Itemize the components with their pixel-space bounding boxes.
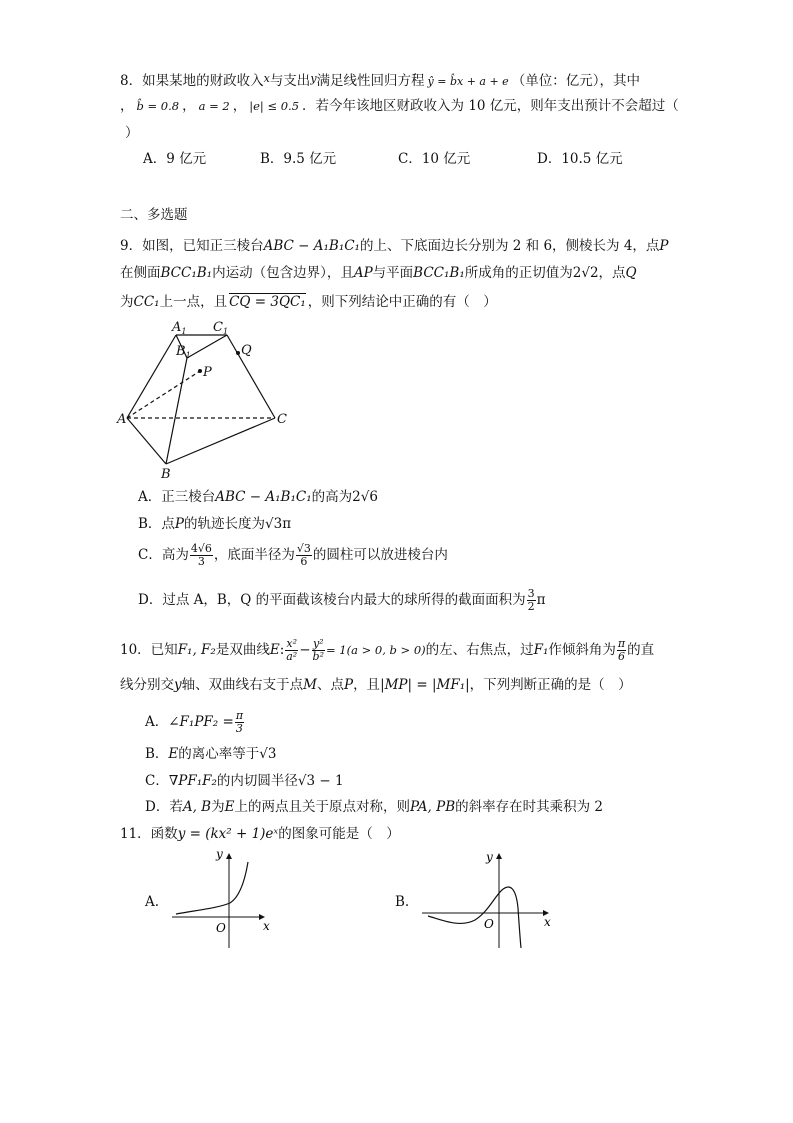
- segment-ap: AP: [353, 265, 373, 281]
- option-text: D．过点 A，B，Q 的平面截该棱台内最大的球所得的截面面积为: [138, 592, 526, 608]
- q8-option-b: B．9.5 亿元: [260, 151, 337, 167]
- point-p: P: [343, 677, 354, 693]
- x-fraction: [285, 638, 298, 663]
- q8-option-c: C．10 亿元: [398, 151, 471, 167]
- denominator: 3: [235, 722, 243, 735]
- denominator: 6: [300, 555, 308, 568]
- track-length-value: √3π: [265, 516, 292, 532]
- option-text: 的高为: [311, 489, 353, 505]
- q10-text: :: [279, 642, 285, 658]
- tan-value: 2√2: [572, 265, 599, 281]
- abs-equation: |MP| = |MF₁|: [380, 677, 470, 693]
- edge-bb1: [166, 358, 187, 464]
- q9-option-c: [138, 543, 448, 568]
- frustum-name: ABC − A₁B₁C₁: [215, 489, 312, 505]
- q8-line2: [120, 97, 679, 115]
- curve-b: [428, 887, 521, 948]
- q10-option-c: [145, 772, 344, 790]
- label-p: P: [203, 365, 212, 380]
- inradius-value: √3 − 1: [297, 773, 344, 789]
- q10-text: 作倾斜角为: [548, 642, 616, 658]
- option-text: 为: [211, 799, 225, 815]
- eccentricity-value: √3: [259, 746, 277, 762]
- point-p-dot: [198, 369, 202, 373]
- points-ab: A, B: [182, 799, 212, 815]
- hyperbola-e: E: [224, 799, 235, 815]
- segment-ap-hidden: [127, 371, 200, 418]
- height-fraction: [190, 543, 213, 568]
- numerator: x²: [286, 637, 298, 650]
- q10-text: 线分别交: [120, 677, 174, 693]
- option-text: B．: [145, 746, 169, 762]
- lines-pa-pb: PA, PB: [409, 799, 456, 815]
- q8-line1: [120, 70, 640, 91]
- edge-cc1: CC₁: [133, 294, 160, 310]
- numerator: √3: [296, 542, 311, 555]
- q9-line2: [120, 264, 637, 282]
- height-value: 2√6: [352, 489, 378, 505]
- point-p: P: [659, 238, 669, 254]
- q8-option-a: A．9 亿元: [143, 151, 207, 167]
- var-x: x: [263, 72, 270, 85]
- denominator: 3: [197, 555, 205, 568]
- q8-text: ．若今年该地区财政收入为 10 亿元，则年支出预计不会超过（: [302, 98, 679, 114]
- foci: F₁, F₂: [177, 642, 216, 658]
- radius-fraction: [296, 543, 312, 568]
- q10-text: 、点: [316, 677, 344, 693]
- angle-expr: ∠F₁PF₂ =: [168, 714, 234, 730]
- frustum-name: ABC − A₁B₁C₁: [263, 238, 360, 254]
- vector-equation: CQ = 3QC₁: [229, 294, 306, 310]
- hyperbola-condition: = 1(a > 0, b > 0): [325, 643, 426, 657]
- label-c: C: [277, 412, 287, 427]
- q8-text: 8．如果某地的财政收入: [120, 73, 264, 89]
- option-text: C．: [145, 773, 169, 789]
- option-text: A．正三棱台: [138, 489, 216, 505]
- option-text: 上的两点且关于原点对称，则: [234, 799, 410, 815]
- label-a: A: [117, 412, 127, 427]
- q9-text: 9．如图，已知正三棱台: [120, 238, 264, 254]
- y-axis-label: y: [486, 850, 493, 864]
- regression-equation: ŷ = b̂x + a + e: [427, 75, 509, 88]
- q9-line3: [120, 293, 497, 311]
- hyperbola-e: E: [269, 642, 280, 658]
- q10-text: 10．已知: [120, 642, 178, 658]
- denominator: a²: [286, 650, 298, 663]
- hyperbola-e: E: [168, 746, 179, 762]
- q8-option-d: D．10.5 亿元: [537, 151, 623, 167]
- label-c1: $C_1$: [213, 320, 229, 336]
- q8-text: （单位：亿元），其中: [511, 73, 640, 89]
- q9-text: 与平面: [372, 265, 414, 281]
- face-name: BCC₁B₁: [413, 265, 465, 281]
- numerator: y²: [312, 637, 324, 650]
- q9-text: 为: [120, 294, 134, 310]
- graph-b-label: B.: [395, 894, 410, 910]
- q10-line2: [120, 676, 632, 694]
- q9-text: ，点: [598, 265, 626, 281]
- q9-line1: [120, 237, 669, 255]
- option-text: C．高为: [138, 547, 189, 563]
- edge-bc: [166, 418, 275, 464]
- q8-text: ，: [182, 98, 196, 114]
- q8-line3: ）: [125, 125, 139, 141]
- y-fraction: [312, 638, 325, 663]
- edge-b1c1: [187, 335, 227, 358]
- label-q: Q: [241, 343, 252, 358]
- x-axis-label: x: [263, 919, 270, 933]
- edge-aa1: [127, 335, 176, 418]
- q9-option-a: [138, 488, 378, 506]
- angle-fraction: [617, 638, 626, 663]
- graph-a-label: A.: [145, 894, 160, 910]
- q9-text: 内运动（包含边界），且: [212, 265, 354, 281]
- q9-text: 上一点，且: [159, 294, 228, 310]
- q10-line1: [120, 638, 654, 663]
- point-p: P: [174, 516, 185, 532]
- graph-a: [168, 848, 278, 953]
- q9-text: 在侧面: [120, 265, 161, 281]
- option-text: ，底面半径为: [213, 547, 295, 563]
- q10-text: 是双曲线: [215, 642, 270, 658]
- option-text: B．点: [138, 516, 175, 532]
- var-y: y: [310, 72, 317, 85]
- x-axis-label: x: [544, 915, 551, 929]
- b-hat-value: b̂ = 0.8: [136, 99, 180, 113]
- option-text: 的圆柱可以放进棱台内: [312, 547, 448, 563]
- label-b: B: [161, 467, 171, 482]
- q8-text: ，: [120, 98, 134, 114]
- q9-option-b: [138, 515, 291, 533]
- q10-option-d: [145, 798, 603, 816]
- option-text: D．若: [145, 799, 183, 815]
- q10-option-b: [145, 745, 276, 763]
- y-axis-label: y: [216, 847, 223, 861]
- option-text: 的斜率存在时其乘积为 2: [455, 799, 604, 815]
- numerator: π: [617, 637, 626, 650]
- q10-text: ，且: [353, 677, 381, 693]
- q9-text: 所成角的正切值为: [464, 265, 573, 281]
- q10-text: ，下列判断正确的是（ ）: [469, 677, 632, 693]
- q11-text: 的图象可能是（ ）: [278, 826, 400, 842]
- graph-b: [420, 848, 560, 953]
- angle-fraction: [235, 710, 244, 735]
- point-m: M: [303, 677, 317, 693]
- origin-label: O: [484, 917, 494, 931]
- a-value: a = 2: [198, 99, 230, 113]
- triangle-expr: ∇PF₁F₂: [168, 773, 217, 789]
- origin-label: O: [216, 921, 226, 935]
- q9-option-d: [138, 588, 546, 613]
- point-q: Q: [625, 265, 637, 281]
- e-condition: |e| ≤ 0.5: [249, 99, 300, 113]
- q11-text: 11．函数: [120, 826, 178, 842]
- face-name: BCC₁B₁: [160, 265, 213, 281]
- label-b1: $B_1$: [176, 344, 191, 360]
- section-title: 二、多选题: [120, 207, 188, 223]
- frustum-figure: [115, 318, 315, 482]
- point-q-dot: [236, 351, 240, 355]
- q8-text: ，: [232, 98, 247, 114]
- option-text: 的内切圆半径: [216, 773, 298, 789]
- q8-text: 满足线性回归方程: [316, 73, 425, 89]
- q10-text: 的直: [627, 642, 655, 658]
- q10-text: 的左、右焦点，过: [425, 642, 534, 658]
- q10-option-a: [145, 710, 245, 735]
- denominator: 6: [618, 650, 626, 663]
- denominator: 2: [527, 600, 535, 613]
- area-fraction: [527, 588, 536, 613]
- label-a1: $A_1$: [172, 320, 187, 336]
- curve-a: [176, 862, 248, 914]
- y-axis-var: y: [174, 677, 182, 693]
- q8-text: 与支出: [269, 73, 311, 89]
- q9-text: 的上、下底面边长分别为 2 和 6，侧棱长为 4，点: [359, 238, 660, 254]
- numerator: 3: [527, 587, 535, 600]
- q10-text: −: [299, 642, 311, 658]
- focus-f1: F₁: [533, 642, 549, 658]
- numerator: 4√6: [190, 542, 212, 555]
- pi-symbol: π: [536, 592, 546, 608]
- option-text: 的离心率等于: [178, 746, 260, 762]
- numerator: π: [235, 709, 244, 722]
- option-text: A．: [145, 714, 169, 730]
- option-text: 的轨迹长度为: [184, 516, 266, 532]
- q10-text: 轴、双曲线右支于点: [181, 677, 304, 693]
- edge-ab: [127, 418, 166, 464]
- denominator: b²: [312, 650, 324, 663]
- function-expr: y = (kx² + 1)eˣ: [177, 826, 279, 842]
- q9-text: ，则下列结论中正确的有（ ）: [307, 294, 497, 310]
- q11-line1: [120, 825, 400, 843]
